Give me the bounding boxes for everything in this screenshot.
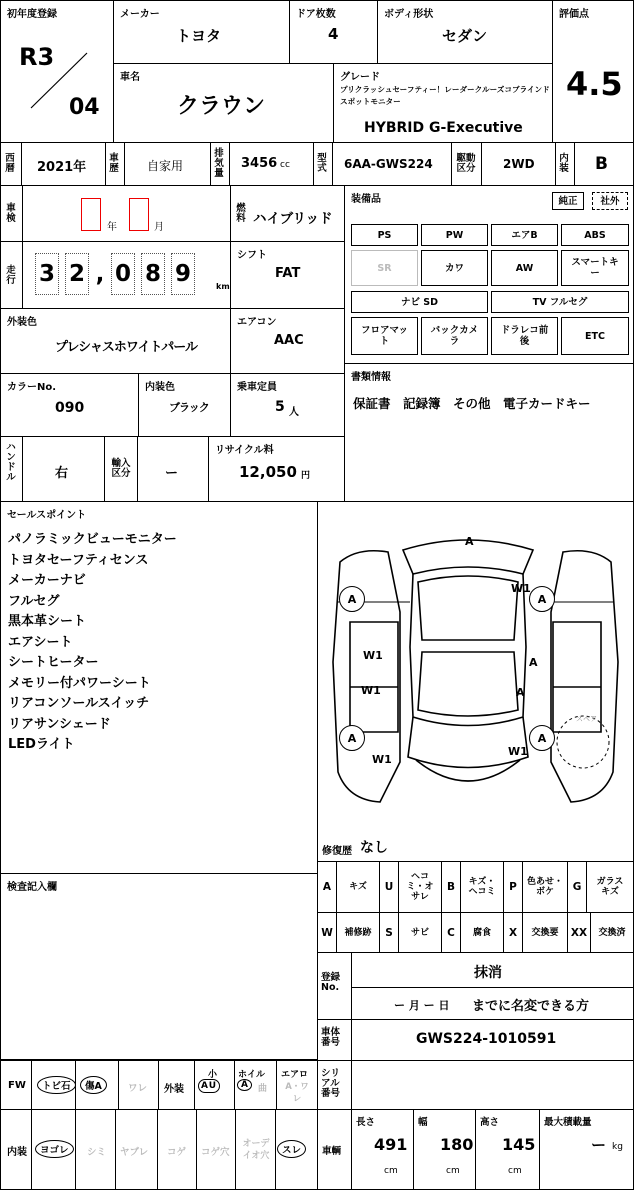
sales-point: 黒本革シート bbox=[8, 614, 87, 629]
equip-alloy-wheels: AW bbox=[491, 250, 558, 286]
dimensions-label: 車輌 bbox=[322, 1146, 342, 1157]
width-unit: cm bbox=[446, 1166, 460, 1176]
documents-box bbox=[344, 363, 634, 502]
chassis-number-value: GWS224-1010591 bbox=[416, 1031, 557, 1047]
legend-code: X bbox=[504, 913, 523, 952]
equipment-label: 装備品 bbox=[351, 194, 381, 205]
sales-point: メーカーナビ bbox=[8, 573, 86, 588]
legend-row-1 bbox=[317, 861, 634, 913]
legend-text: 腐食 bbox=[461, 913, 504, 952]
capacity-box bbox=[230, 373, 345, 437]
damage-diagram-box bbox=[317, 501, 634, 862]
length-value: 491 bbox=[374, 1135, 408, 1154]
length-label: 長さ bbox=[356, 1117, 376, 1128]
damage-mark-text: A bbox=[347, 592, 357, 606]
equip-back-camera: バックカメラ bbox=[421, 317, 488, 355]
length-unit: cm bbox=[384, 1166, 398, 1176]
model-box bbox=[113, 63, 334, 143]
registration-deadline-date: ー 月 ー 日 bbox=[394, 999, 450, 1012]
height-value: 145 bbox=[502, 1135, 536, 1154]
legend-row-2 bbox=[317, 912, 634, 953]
mileage-label: 走行 bbox=[6, 265, 16, 286]
sales-points-list bbox=[8, 530, 177, 756]
spare-tire-label: スペア bbox=[576, 715, 597, 723]
legend-code: G bbox=[568, 862, 587, 912]
equip-airbag: エアB bbox=[491, 224, 558, 246]
interior-condition-row bbox=[0, 1109, 318, 1190]
capacity-label: 乗車定員 bbox=[237, 382, 277, 393]
inspection-month-box[interactable] bbox=[129, 198, 149, 231]
inspection-notes-box bbox=[0, 873, 318, 1060]
interior-color-label: 内装色 bbox=[145, 382, 175, 393]
interior-stain[interactable]: シミ bbox=[87, 1147, 107, 1158]
equip-pw: PW bbox=[421, 224, 488, 246]
repair-history-value: なし bbox=[360, 840, 388, 856]
body-type-box bbox=[377, 0, 553, 64]
score-label: 評価点 bbox=[559, 9, 589, 20]
interior-dirt[interactable]: ヨゴレ bbox=[35, 1140, 74, 1158]
import-label: 輸入区分 bbox=[111, 458, 131, 479]
history-value: 自家用 bbox=[147, 159, 184, 173]
body-type-value: セダン bbox=[442, 27, 488, 45]
fw-crack[interactable]: ワレ bbox=[128, 1083, 148, 1094]
interior-condition-label: 内装 bbox=[7, 1147, 27, 1158]
fw-scratch-a[interactable]: 傷A bbox=[80, 1076, 107, 1094]
max-load-unit: kg bbox=[612, 1142, 623, 1152]
sales-point: パノラミックビューモニター bbox=[8, 532, 177, 547]
first-registration-month: 04 bbox=[69, 95, 100, 120]
sales-points-box bbox=[0, 501, 318, 874]
width-label: 幅 bbox=[418, 1117, 428, 1128]
sales-point: リアコンソールスイッチ bbox=[8, 696, 150, 711]
shift-box bbox=[230, 241, 345, 309]
handle-box bbox=[0, 436, 105, 502]
documents-label: 書類情報 bbox=[351, 372, 391, 383]
score-value: 4.5 bbox=[566, 65, 623, 103]
inspection-year-unit: 年 bbox=[107, 222, 117, 233]
serial-number-box bbox=[317, 1060, 634, 1110]
displacement-unit: cc bbox=[280, 160, 290, 170]
max-load-value: ー bbox=[591, 1136, 607, 1154]
exterior-color-value: プレシャスホワイトパール bbox=[55, 340, 197, 355]
legend-text: キズ・ヘコミ bbox=[461, 862, 504, 912]
chassis-number-label: 車体番号 bbox=[321, 1027, 341, 1048]
sales-point: メモリー付パワーシート bbox=[8, 675, 151, 691]
body-type-label: ボディ形状 bbox=[384, 9, 434, 20]
interior-audio-hole[interactable]: オーデイオ穴 bbox=[242, 1139, 270, 1161]
legend-code: B bbox=[442, 862, 461, 912]
maker-label: メーカー bbox=[120, 9, 160, 20]
displacement-value: 3456 bbox=[241, 156, 278, 171]
registration-status: 抹消 bbox=[474, 965, 502, 981]
fuel-value: ハイブリッド bbox=[253, 211, 333, 227]
year-value: 2021年 bbox=[37, 160, 87, 175]
dimensions-box bbox=[317, 1109, 634, 1190]
fuel-box bbox=[230, 185, 345, 242]
legend-text: サビ bbox=[399, 913, 442, 952]
damage-mark-a bbox=[529, 725, 555, 751]
equip-leather: カワ bbox=[421, 250, 488, 286]
capacity-value: 5 bbox=[275, 399, 285, 415]
sales-point: LEDライト bbox=[8, 737, 75, 752]
wheel-a[interactable]: A bbox=[237, 1079, 252, 1091]
spec-row bbox=[0, 142, 634, 186]
interior-burn[interactable]: コゲ bbox=[167, 1147, 187, 1158]
legend-code: XX bbox=[568, 913, 591, 952]
fuel-label: 燃料 bbox=[236, 203, 246, 224]
interior-color-value: ブラック bbox=[169, 401, 209, 414]
aircon-value: AAC bbox=[274, 333, 304, 348]
fw-chip-stone[interactable]: トビ石 bbox=[37, 1076, 76, 1094]
damage-mark-w1: W1 bbox=[363, 649, 383, 662]
grade-value: HYBRID G-Executive bbox=[364, 120, 523, 136]
odometer-digit: 0 bbox=[111, 253, 135, 295]
equip-smart-key: スマートキー bbox=[561, 250, 629, 286]
legend-code: W bbox=[318, 913, 337, 952]
legend-code: A bbox=[318, 862, 337, 912]
handle-value: 右 bbox=[55, 466, 69, 481]
drive-value: 2WD bbox=[503, 157, 535, 171]
legend-text: キズ bbox=[337, 862, 380, 912]
mileage-unit: km bbox=[216, 282, 230, 291]
damage-mark-text: A bbox=[347, 731, 357, 745]
aircon-box bbox=[230, 308, 345, 374]
equip-ps: PS bbox=[351, 224, 418, 246]
fw-exterior-row bbox=[0, 1060, 318, 1110]
recycle-fee-box bbox=[208, 436, 345, 502]
equipment-box bbox=[344, 185, 634, 364]
shift-label: シフト bbox=[237, 250, 267, 261]
date-slash bbox=[1, 1, 115, 144]
inspection-notes-label: 検査記入欄 bbox=[7, 882, 57, 893]
year-label: 西暦 bbox=[5, 153, 15, 174]
damage-mark-text: A bbox=[537, 592, 547, 606]
width-value: 180 bbox=[440, 1135, 474, 1154]
car-outline-diagram bbox=[318, 502, 633, 832]
import-box bbox=[104, 436, 209, 502]
damage-mark-a bbox=[339, 586, 365, 612]
odometer-digit: 3 bbox=[35, 253, 59, 295]
color-number-value: 090 bbox=[55, 400, 85, 416]
legend-text: 交換済 bbox=[598, 927, 626, 938]
legend-text: 交換要 bbox=[523, 913, 568, 952]
odometer-digit: 8 bbox=[141, 253, 165, 295]
capacity-unit: 人 bbox=[289, 407, 299, 418]
recycle-fee-label: リサイクル料 bbox=[215, 445, 274, 456]
type-label: 型式 bbox=[317, 153, 327, 174]
damage-mark-w1: W1 bbox=[361, 684, 381, 697]
first-registration-box bbox=[0, 0, 114, 143]
equip-etc: ETC bbox=[561, 317, 629, 355]
legend-text: ヘコミ・オサレ bbox=[399, 862, 442, 912]
max-load-label: 最大積載量 bbox=[544, 1117, 592, 1128]
interior-grade-value: B bbox=[595, 154, 608, 174]
score-box bbox=[552, 0, 634, 143]
grade-options: プリクラッシュセーフティー！レーダークルーズコブラインドスポットモニター bbox=[340, 85, 550, 106]
maker-value: トヨタ bbox=[176, 27, 222, 45]
odometer-separator: , bbox=[95, 261, 105, 287]
doors-value: 4 bbox=[328, 25, 339, 43]
interior-grade-label: 内装 bbox=[559, 153, 569, 174]
odometer-digit: 9 bbox=[171, 253, 195, 295]
import-value: ー bbox=[165, 466, 179, 481]
doors-label: ドア枚数 bbox=[296, 9, 336, 20]
damage-mark-text: A bbox=[537, 731, 547, 745]
inspection-month-unit: 月 bbox=[154, 222, 164, 233]
equip-navi: ナビ SD bbox=[351, 291, 488, 313]
inspection-expiry-label: 車検 bbox=[6, 203, 16, 224]
legend-code: U bbox=[380, 862, 399, 912]
shift-value: FAT bbox=[275, 266, 301, 281]
handle-label: ハンドル bbox=[6, 442, 16, 483]
repair-history-label: 修復歴 bbox=[322, 846, 352, 857]
exterior-small-label: 小 bbox=[208, 1070, 218, 1080]
color-number-box bbox=[0, 373, 139, 437]
exterior-color-label: 外装色 bbox=[7, 317, 37, 328]
inspection-expiry-box bbox=[0, 185, 231, 242]
aero-label: エアロ bbox=[281, 1070, 309, 1080]
interior-color-box bbox=[138, 373, 231, 437]
equip-dashcam: ドラレコ前後 bbox=[491, 317, 558, 355]
interior-scuff[interactable]: スレ bbox=[277, 1140, 306, 1158]
damage-mark-w1: W1 bbox=[508, 745, 528, 758]
sales-point: リアサンシェード bbox=[8, 716, 111, 732]
damage-mark-w1: W1 bbox=[372, 753, 392, 766]
sales-point: フルセグ bbox=[8, 593, 60, 609]
wheel-bend[interactable]: 曲 bbox=[258, 1084, 268, 1094]
aircon-label: エアコン bbox=[237, 317, 277, 328]
first-registration-label: 初年度登録 bbox=[7, 9, 57, 20]
fw-label: FW bbox=[8, 1080, 26, 1091]
registration-label: 登録No. bbox=[321, 972, 341, 993]
equip-tv: TV フルセグ bbox=[491, 291, 629, 313]
exterior-small-au[interactable]: AU bbox=[198, 1079, 220, 1093]
mileage-odometer bbox=[35, 253, 211, 295]
legend-code: P bbox=[504, 862, 523, 912]
history-label: 車歴 bbox=[109, 153, 119, 174]
equip-sunroof: SR bbox=[351, 250, 418, 286]
damage-mark-a: A bbox=[465, 535, 474, 548]
genuine-option[interactable]: 純正 bbox=[552, 192, 584, 210]
exterior-color-box bbox=[0, 308, 231, 374]
grade-box bbox=[333, 63, 553, 143]
wheel-label: ホイル bbox=[238, 1070, 266, 1080]
odometer-digit: 2 bbox=[65, 253, 89, 295]
legend-code: C bbox=[442, 913, 461, 952]
damage-mark-a: A bbox=[529, 656, 538, 669]
sales-point: トヨタセーフティセンス bbox=[8, 552, 149, 568]
sales-point: シートヒーター bbox=[8, 655, 99, 670]
equip-abs: ABS bbox=[561, 224, 629, 246]
chassis-number-box bbox=[317, 1019, 634, 1061]
sales-points-label: セールスポイント bbox=[7, 510, 87, 521]
type-value: 6AA-GWS224 bbox=[344, 157, 433, 171]
maker-box bbox=[113, 0, 290, 64]
color-number-label: カラーNo. bbox=[7, 382, 57, 393]
recycle-fee-value: 12,050 bbox=[239, 463, 297, 481]
interior-burn-hole[interactable]: コゲ穴 bbox=[201, 1147, 230, 1158]
documents-value: 保証書 記録簿 その他 電子カードキー bbox=[353, 396, 591, 411]
drive-label: 駆動区分 bbox=[456, 153, 476, 174]
model-value: クラウン bbox=[177, 94, 266, 119]
legend-text: 色あせ・ボケ bbox=[523, 862, 568, 912]
registration-box bbox=[317, 952, 634, 1020]
damage-mark-a bbox=[339, 725, 365, 751]
first-registration-era: R3 bbox=[19, 43, 55, 71]
serial-number-label: シリアル番号 bbox=[321, 1068, 341, 1099]
displacement-label: 排気量 bbox=[214, 148, 224, 179]
legend-code: S bbox=[380, 913, 399, 952]
model-label: 車名 bbox=[120, 72, 140, 83]
legend-text: ガラスキズ bbox=[596, 877, 624, 897]
mileage-box bbox=[0, 241, 231, 309]
damage-mark-a: A bbox=[516, 686, 525, 699]
height-unit: cm bbox=[508, 1166, 522, 1176]
inspection-year-box[interactable] bbox=[81, 198, 101, 231]
grade-label: グレード bbox=[340, 72, 380, 83]
exterior-label: 外装 bbox=[164, 1084, 184, 1095]
registration-deadline-note: までに名変できる方 bbox=[472, 999, 590, 1014]
height-label: 高さ bbox=[480, 1117, 500, 1128]
damage-mark-w1: W1 bbox=[511, 582, 531, 595]
damage-mark-a bbox=[529, 586, 555, 612]
equip-floor-mat: フロアマット bbox=[351, 317, 418, 355]
recycle-fee-unit: 円 bbox=[301, 471, 311, 481]
interior-tear[interactable]: ヤブレ bbox=[120, 1147, 149, 1158]
aftermarket-option[interactable]: 社外 bbox=[592, 192, 628, 210]
aero-a-crack[interactable]: A・ワレ bbox=[285, 1082, 309, 1104]
legend-text: 補修跡 bbox=[337, 913, 380, 952]
sales-point: エアシート bbox=[8, 634, 73, 650]
doors-box bbox=[289, 0, 378, 64]
